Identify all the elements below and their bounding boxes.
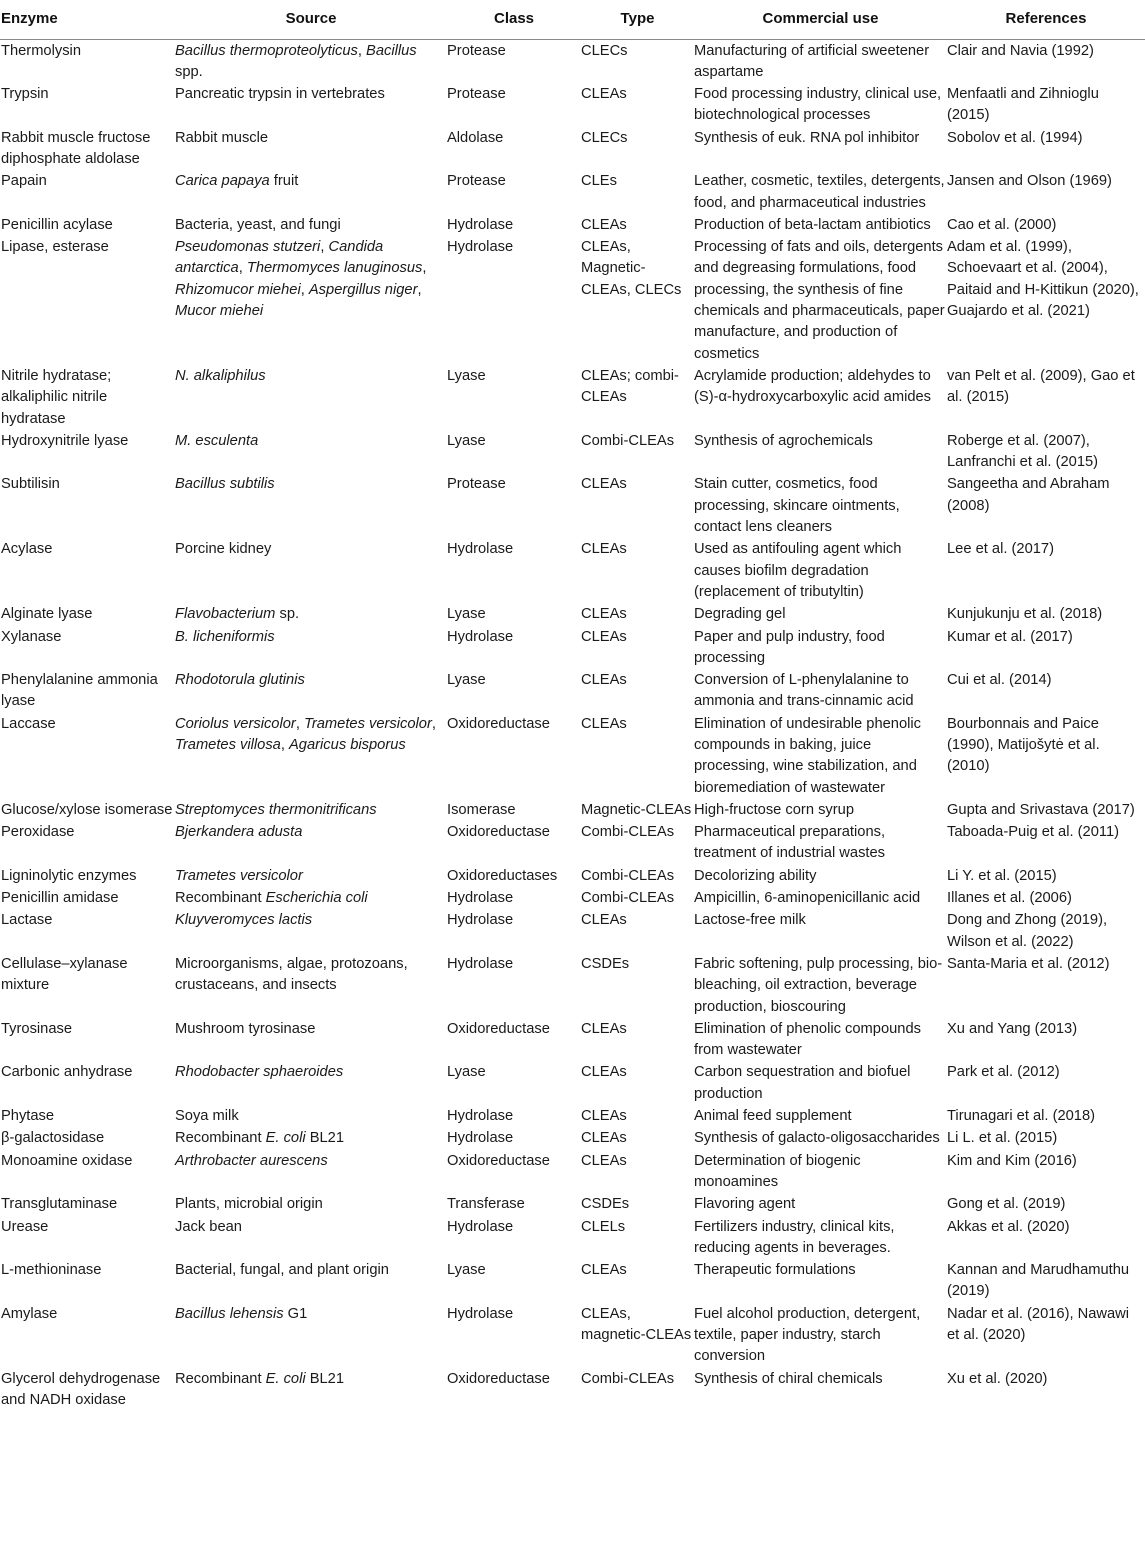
cell-class: Oxidoreductase: [447, 1152, 550, 1169]
cell-source: Pancreatic trypsin in vertebrates: [175, 86, 385, 103]
table-row: [0, 539, 1145, 604]
table-row: [0, 910, 1145, 954]
cell-enzyme: Glycerol dehydrogenase and NADH oxidase: [1, 1370, 161, 1408]
cell-enzyme: Acylase: [1, 541, 53, 558]
cell-commercial-use: Decolorizing ability: [694, 867, 817, 884]
cell-enzyme: Trypsin: [1, 86, 49, 103]
cell-source: Recombinant Escherichia coli: [175, 890, 368, 907]
cell-enzyme: Ligninolytic enzymes: [1, 867, 137, 884]
cell-class: Protease: [447, 42, 506, 59]
cell-references: Xu et al. (2020): [947, 1370, 1048, 1387]
cell-commercial-use: Ampicillin, 6-aminopenicillanic acid: [694, 890, 921, 907]
cell-references: Akkas et al. (2020): [947, 1218, 1070, 1235]
cell-class: Lyase: [447, 1064, 486, 1081]
cell-commercial-use: Conversion of L-phenylalanine to ammonia and trans-cinnamic acid: [694, 672, 914, 710]
cell-references: Gong et al. (2019): [947, 1196, 1066, 1213]
table-row: [0, 84, 1145, 128]
cell-source: Bjerkandera adusta: [175, 824, 303, 841]
cell-enzyme: Rabbit muscle fructose diphosphate aldolase: [1, 129, 151, 167]
cell-enzyme: Lipase, esterase: [1, 239, 109, 256]
table-row: [0, 1260, 1145, 1304]
cell-enzyme: Subtilisin: [1, 476, 60, 493]
cell-enzyme: L-methioninase: [1, 1262, 102, 1279]
cell-commercial-use: Synthesis of euk. RNA pol inhibitor: [694, 129, 920, 146]
cell-source: Soya milk: [175, 1108, 239, 1125]
table-row: [0, 670, 1145, 714]
cell-enzyme: Laccase: [1, 715, 56, 732]
cell-enzyme: Phenylalanine ammonia lyase: [1, 672, 158, 710]
table-row: [0, 1368, 1145, 1412]
table-row: [0, 1106, 1145, 1128]
header-references: References: [947, 0, 1145, 40]
cell-commercial-use: Synthesis of chiral chemicals: [694, 1370, 883, 1387]
cell-references: Park et al. (2012): [947, 1064, 1060, 1081]
cell-source: Coriolus versicolor, Trametes versicolor, Trametes villosa, Agaricus bisporus: [175, 715, 436, 753]
cell-commercial-use: Stain cutter, cosmetics, food processing, skincare ointments, contact lens cleaners: [694, 476, 900, 536]
cell-references: Lee et al. (2017): [947, 541, 1054, 558]
table-row: [0, 1062, 1145, 1106]
cell-type: CLEAs: [581, 216, 627, 233]
cell-enzyme: Nitrile hydratase; alkaliphilic nitrile hydratase: [1, 367, 112, 427]
cell-source: Pseudomonas stutzeri, Candida antarctica, Thermomyces lanuginosus, Rhizomucor miehei, Aspergillus niger, Mucor miehei: [175, 239, 427, 320]
header-commercial-use: Commercial use: [694, 0, 947, 40]
cell-class: Isomerase: [447, 801, 516, 818]
cell-source: Trametes versicolor: [175, 867, 303, 884]
cell-class: Hydrolase: [447, 239, 514, 256]
cell-enzyme: Glucose/xylose isomerase: [1, 801, 173, 818]
table-row: [0, 799, 1145, 821]
cell-class: Oxidoreductase: [447, 1370, 550, 1387]
cell-type: CLEAs: [581, 912, 627, 929]
cell-enzyme: Urease: [1, 1218, 49, 1235]
cell-enzyme: Papain: [1, 173, 47, 190]
cell-type: CLEAs: [581, 1130, 627, 1147]
cell-type: Combi-CLEAs: [581, 867, 675, 884]
cell-type: CLEAs: [581, 476, 627, 493]
table-row: [0, 1128, 1145, 1150]
cell-class: Hydrolase: [447, 1305, 514, 1322]
cell-source: Recombinant E. coli BL21: [175, 1130, 345, 1147]
cell-commercial-use: Leather, cosmetic, textiles, detergents, food, and pharmaceutical industries: [694, 173, 945, 211]
cell-commercial-use: Animal feed supplement: [694, 1108, 852, 1125]
cell-enzyme: Alginate lyase: [1, 606, 93, 623]
cell-references: Dong and Zhong (2019), Wilson et al. (2022): [947, 912, 1108, 950]
cell-class: Lyase: [447, 672, 486, 689]
cell-references: Kannan and Marudhamuthu (2019): [947, 1262, 1130, 1300]
cell-references: Xu and Yang (2013): [947, 1020, 1078, 1037]
cell-references: Nadar et al. (2016), Nawawi et al. (2020): [947, 1305, 1130, 1344]
cell-type: CSDEs: [581, 1196, 630, 1213]
cell-type: CLEAs: [581, 628, 627, 645]
cell-type: CLECs: [581, 129, 628, 146]
cell-commercial-use: Elimination of undesirable phenolic compounds in baking, juice processing, wine stabilization, and bioremediation of wastewater: [694, 715, 921, 796]
cell-references: Kumar et al. (2017): [947, 628, 1073, 645]
table-row: [0, 127, 1145, 171]
table-row: [0, 1194, 1145, 1216]
cell-commercial-use: Used as antifouling agent which causes biofilm degradation (replacement of tributyltin): [694, 541, 902, 600]
table-row: [0, 953, 1145, 1018]
cell-source: M. esculenta: [175, 432, 259, 449]
cell-type: CLEAs: [581, 606, 627, 623]
cell-type: CLEAs: [581, 672, 627, 689]
table-row: [0, 1216, 1145, 1260]
cell-class: Oxidoreductase: [447, 715, 550, 732]
cell-type: CLECs: [581, 42, 628, 59]
cell-class: Hydrolase: [447, 216, 514, 233]
cell-enzyme: Thermolysin: [1, 42, 81, 59]
cell-source: Streptomyces thermonitrificans: [175, 801, 377, 818]
cell-references: Li L. et al. (2015): [947, 1130, 1058, 1147]
cell-type: CSDEs: [581, 955, 630, 972]
cell-type: CLEs: [581, 173, 617, 190]
cell-references: Jansen and Olson (1969): [947, 173, 1112, 190]
cell-source: Bacteria, yeast, and fungi: [175, 216, 341, 233]
cell-source: Arthrobacter aurescens: [175, 1152, 328, 1169]
cell-references: Gupta and Srivastava (2017): [947, 801, 1135, 818]
cell-enzyme: Transglutaminase: [1, 1196, 118, 1213]
cell-source: Bacillus lehensis G1: [175, 1305, 308, 1322]
cell-enzyme: Carbonic anhydrase: [1, 1064, 133, 1081]
table-row: [0, 1018, 1145, 1062]
table-row: [0, 865, 1145, 887]
cell-commercial-use: Production of beta-lactam antibiotics: [694, 216, 931, 233]
cell-class: Oxidoreductase: [447, 1020, 550, 1037]
cell-commercial-use: Acrylamide production; aldehydes to (S)-α-hydroxycarboxylic acid amides: [694, 367, 932, 406]
cell-references: Cui et al. (2014): [947, 672, 1052, 689]
table-row: [0, 604, 1145, 626]
cell-references: Sobolov et al. (1994): [947, 129, 1083, 146]
cell-enzyme: Lactase: [1, 912, 53, 929]
cell-class: Hydrolase: [447, 1108, 514, 1125]
cell-enzyme: Xylanase: [1, 628, 62, 645]
table-row: [0, 713, 1145, 799]
cell-type: CLEAs: [581, 541, 627, 558]
cell-enzyme: Hydroxynitrile lyase: [1, 432, 129, 449]
cell-source: Flavobacterium sp.: [175, 606, 300, 623]
cell-commercial-use: Paper and pulp industry, food processing: [694, 628, 885, 666]
header-enzyme: Enzyme: [0, 0, 175, 40]
cell-source: Bacterial, fungal, and plant origin: [175, 1262, 389, 1279]
cell-commercial-use: Processing of fats and oils, detergents and degreasing formulations, food processing, the synthesis of fine chemicals and pharmaceuticals, paper manufacture, and production of cosmetics: [694, 239, 945, 362]
cell-class: Hydrolase: [447, 1218, 514, 1235]
cell-references: Li Y. et al. (2015): [947, 867, 1057, 884]
cell-class: Oxidoreductases: [447, 867, 558, 884]
cell-source: Porcine kidney: [175, 541, 272, 558]
cell-commercial-use: Fabric softening, pulp processing, bio-bleaching, oil extraction, beverage production, bioscouring: [694, 955, 943, 1015]
cell-commercial-use: Flavoring agent: [694, 1196, 796, 1213]
cell-commercial-use: Therapeutic formulations: [694, 1262, 856, 1279]
cell-references: van Pelt et al. (2009), Gao et al. (2015): [947, 367, 1135, 406]
table-row: [0, 1303, 1145, 1368]
table-row: [0, 1150, 1145, 1194]
cell-class: Hydrolase: [447, 541, 514, 558]
cell-references: Cao et al. (2000): [947, 216, 1057, 233]
cell-type: CLEAs: [581, 86, 627, 103]
cell-source: Carica papaya fruit: [175, 173, 299, 190]
header-type: Type: [581, 0, 694, 40]
cell-source: Bacillus thermoproteolyticus, Bacillus spp.: [175, 42, 417, 80]
cell-commercial-use: Fuel alcohol production, detergent, textile, paper industry, starch conversion: [694, 1305, 921, 1365]
cell-enzyme: Phytase: [1, 1108, 55, 1125]
cell-type: CLEAs: [581, 1262, 627, 1279]
cell-source: Jack bean: [175, 1218, 242, 1235]
cell-commercial-use: Synthesis of agrochemicals: [694, 432, 873, 449]
cell-source: B. licheniformis: [175, 628, 275, 645]
cell-enzyme: Penicillin amidase: [1, 890, 119, 907]
cell-type: CLEAs: [581, 1152, 627, 1169]
cell-references: Adam et al. (1999), Schoevaart et al. (2004), Paitaid and H-Kittikun (2020), Guajardo et al. (2021): [947, 239, 1139, 320]
table-row: [0, 474, 1145, 539]
cell-type: CLEAs, magnetic-CLEAs: [581, 1305, 692, 1344]
cell-class: Hydrolase: [447, 912, 514, 929]
table-row: [0, 365, 1145, 430]
cell-commercial-use: Manufacturing of artificial sweetener aspartame: [694, 42, 930, 80]
table-row: [0, 430, 1145, 474]
cell-type: CLEAs: [581, 715, 627, 732]
cell-type: Magnetic-CLEAs: [581, 801, 692, 818]
cell-class: Lyase: [447, 1262, 486, 1279]
cell-source: Recombinant E. coli BL21: [175, 1370, 345, 1387]
cell-references: Clair and Navia (1992): [947, 42, 1094, 59]
cell-references: Kunjukunju et al. (2018): [947, 606, 1103, 623]
cell-type: Combi-CLEAs: [581, 824, 675, 841]
cell-class: Hydrolase: [447, 628, 514, 645]
table-row: [0, 888, 1145, 910]
cell-type: Combi-CLEAs: [581, 890, 675, 907]
cell-commercial-use: Lactose-free milk: [694, 912, 806, 929]
cell-references: Taboada-Puig et al. (2011): [947, 824, 1120, 841]
cell-class: Lyase: [447, 367, 486, 384]
cell-type: CLEAs: [581, 1064, 627, 1081]
cell-class: Protease: [447, 173, 506, 190]
header-class: Class: [447, 0, 581, 40]
cell-class: Lyase: [447, 606, 486, 623]
cell-type: Combi-CLEAs: [581, 1370, 675, 1387]
cell-references: Tirunagari et al. (2018): [947, 1108, 1096, 1125]
table-row: [0, 214, 1145, 236]
cell-commercial-use: Fertilizers industry, clinical kits, reducing agents in beverages.: [694, 1218, 895, 1256]
cell-commercial-use: Food processing industry, clinical use, biotechnological processes: [694, 86, 942, 124]
cell-source: N. alkaliphilus: [175, 367, 266, 384]
cell-source: Rhodotorula glutinis: [175, 672, 305, 689]
cell-enzyme: Monoamine oxidase: [1, 1152, 133, 1169]
cell-class: Lyase: [447, 432, 486, 449]
cell-type: CLEAs; combi-CLEAs: [581, 367, 679, 406]
table-header-row: [0, 0, 1145, 40]
cell-class: Hydrolase: [447, 890, 514, 907]
cell-commercial-use: Carbon sequestration and biofuel production: [694, 1064, 911, 1102]
cell-source: Mushroom tyrosinase: [175, 1020, 316, 1037]
cell-enzyme: β-galactosidase: [1, 1130, 105, 1147]
cell-type: CLEAs: [581, 1020, 627, 1037]
cell-enzyme: Peroxidase: [1, 824, 75, 841]
cell-references: Santa-Maria et al. (2012): [947, 955, 1110, 972]
table-row: [0, 40, 1145, 84]
table-row: [0, 626, 1145, 670]
cell-enzyme: Cellulase–xylanase mixture: [1, 955, 128, 994]
cell-source: Rabbit muscle: [175, 129, 269, 146]
cell-enzyme: Tyrosinase: [1, 1020, 73, 1037]
cell-references: Sangeetha and Abraham (2008): [947, 476, 1110, 514]
cell-commercial-use: Synthesis of galacto-oligosaccharides: [694, 1130, 940, 1147]
cell-commercial-use: High-fructose corn syrup: [694, 801, 854, 818]
cell-type: CLEAs, Magnetic-CLEAs, CLECs: [581, 239, 682, 298]
table-row: [0, 237, 1145, 366]
cell-type: Combi-CLEAs: [581, 432, 675, 449]
table-row: [0, 822, 1145, 866]
cell-class: Hydrolase: [447, 1130, 514, 1147]
cell-commercial-use: Pharmaceutical preparations, treatment of industrial wastes: [694, 824, 886, 862]
cell-class: Hydrolase: [447, 955, 514, 972]
cell-commercial-use: Determination of biogenic monoamines: [694, 1152, 861, 1190]
cell-class: Protease: [447, 86, 506, 103]
cell-commercial-use: Degrading gel: [694, 606, 786, 623]
table-body: [0, 40, 1145, 1412]
cell-class: Aldolase: [447, 129, 504, 146]
cell-class: Protease: [447, 476, 506, 493]
cell-references: Roberge et al. (2007), Lanfranchi et al. (2015): [947, 432, 1099, 471]
cell-source: Kluyveromyces lactis: [175, 912, 313, 929]
cell-references: Kim and Kim (2016): [947, 1152, 1077, 1169]
header-source: Source: [175, 0, 447, 40]
cell-references: Menfaatli and Zihnioglu (2015): [947, 86, 1099, 124]
cell-enzyme: Amylase: [1, 1305, 58, 1322]
cell-type: CLEAs: [581, 1108, 627, 1125]
cell-class: Transferase: [447, 1196, 525, 1213]
cell-class: Oxidoreductase: [447, 824, 550, 841]
cell-source: Plants, microbial origin: [175, 1196, 323, 1213]
cell-commercial-use: Elimination of phenolic compounds from wastewater: [694, 1020, 921, 1059]
cell-references: Illanes et al. (2006): [947, 890, 1072, 907]
table-row: [0, 171, 1145, 215]
cell-source: Microorganisms, algae, protozoans, crustaceans, and insects: [175, 955, 408, 994]
cell-references: Bourbonnais and Paice (1990), Matijošytė et al. (2010): [947, 715, 1100, 775]
cell-enzyme: Penicillin acylase: [1, 216, 113, 233]
cell-type: CLELs: [581, 1218, 626, 1235]
cell-source: Bacillus subtilis: [175, 476, 275, 493]
cell-source: Rhodobacter sphaeroides: [175, 1064, 344, 1081]
